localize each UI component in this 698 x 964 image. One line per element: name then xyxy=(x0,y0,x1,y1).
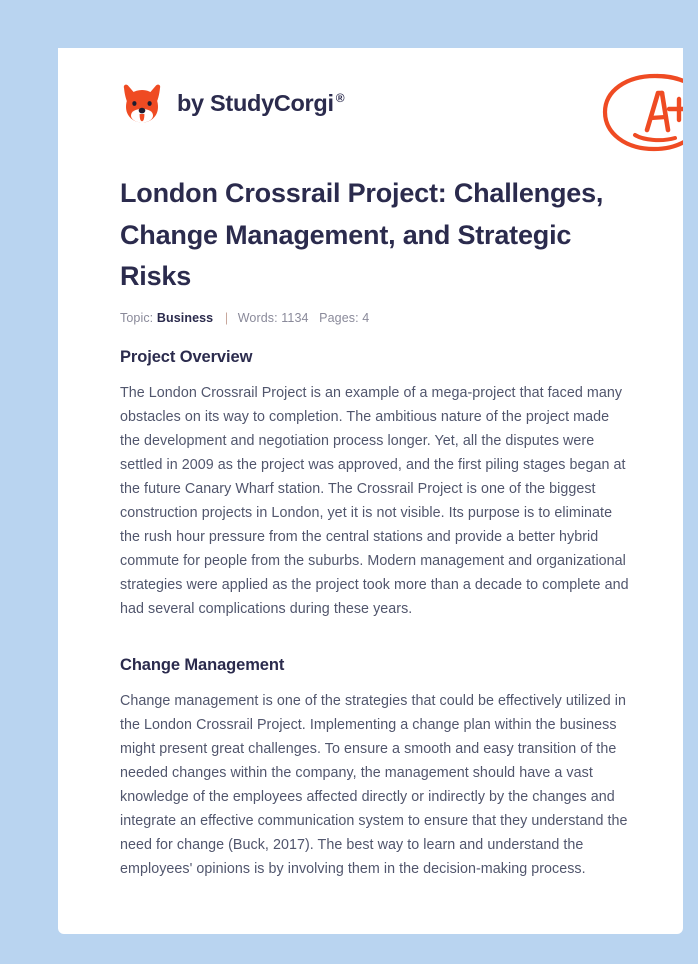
document-header xyxy=(120,64,620,150)
document-meta xyxy=(120,311,369,325)
section-paragraph-project-overview: The London Crossrail Project is an example of a mega-project that faced many obstacles on its way to completion. The ambitious nature of the project made the development and negotiation process longer. Yet, all the disputes were settled in 2009 as the project was approved, and the first piling stages began at the future Canary Wharf station. The Crossrail Project is one of the biggest construction projects in London, yet it is not visible. Its purpose is to eliminate the rush hour pressure from the central stations and provide a better hybrid commute for people from the suburbs. Modern management and organizational strategies were applied as the project took more than a decade to complete and had several complications during these years. xyxy=(120,385,629,617)
registered-trademark-icon: ® xyxy=(335,91,345,106)
document-page xyxy=(58,48,683,934)
meta-words: Words: 1134 xyxy=(237,311,309,325)
meta-topic-label: Topic: xyxy=(120,311,154,325)
meta-separator: | xyxy=(224,311,229,325)
page-title: London Crossrail Project: Challenges, Change Management, and Strategic Risks xyxy=(120,178,604,291)
section-heading-change-management: Change Management xyxy=(120,656,285,674)
studycorgi-brand-logo[interactable] xyxy=(120,82,345,126)
a-plus-grade-icon xyxy=(599,68,683,158)
corgi-face-icon xyxy=(120,82,164,126)
section-paragraph-change-management: Change management is one of the strategies that could be effectively utilized in the London Crossrail Project. Implementing a change plan within the business might present great challenges. To ensure a smooth and easy transition of the needed changes within the company, the management should have a vast knowledge of the employees affected directly or indirectly by the changes and integrate an effective communication system to ensure that they understand the need for change (Buck, 2017). The best way to learn and understand the employees' opinions is by involving them in the decision-making process. xyxy=(120,693,628,877)
brand-name-label: by StudyCorgi ® xyxy=(177,90,345,117)
meta-pages: Pages: 4 xyxy=(319,311,370,325)
meta-topic-value-link[interactable]: Business xyxy=(156,311,214,325)
section-heading-project-overview: Project Overview xyxy=(120,348,253,366)
document-body xyxy=(120,348,632,881)
